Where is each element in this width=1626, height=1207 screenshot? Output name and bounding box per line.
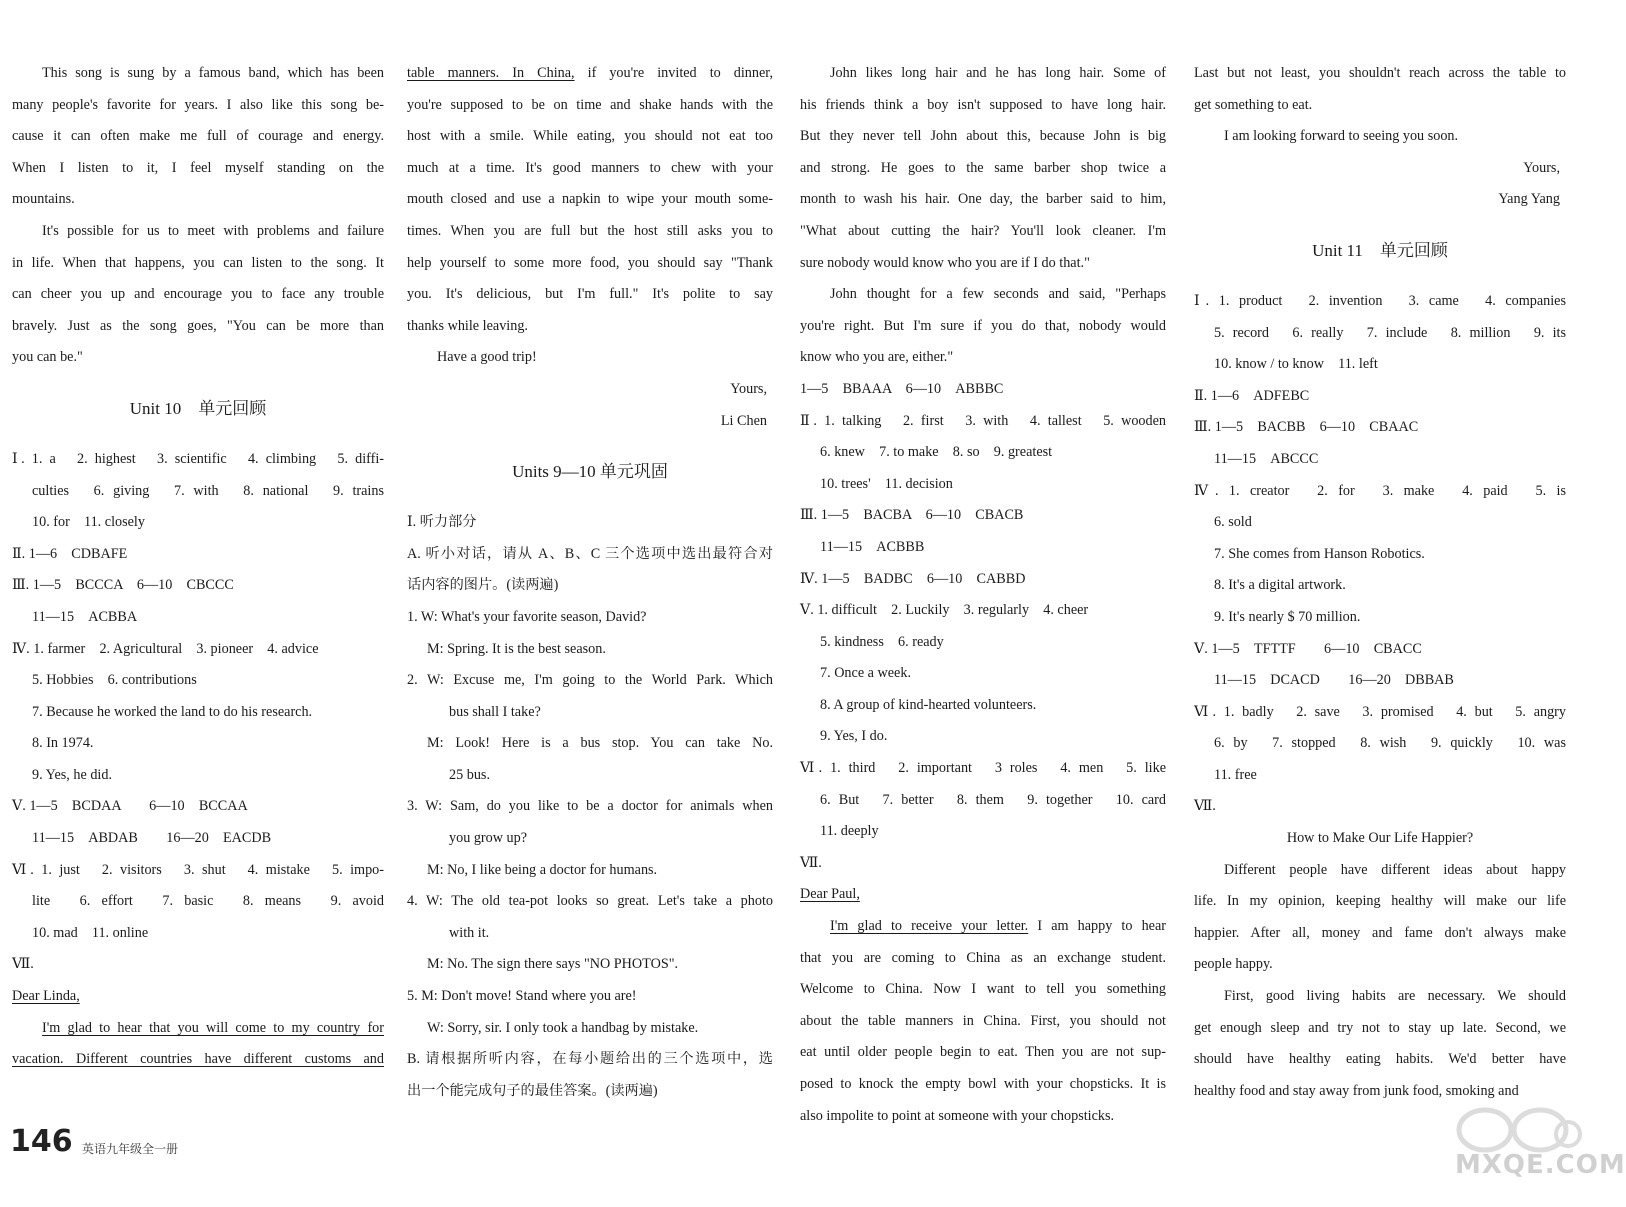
- answer-line: 10. know / to know 11. left: [1214, 356, 1378, 373]
- letter-greeting: Dear Linda,: [12, 988, 80, 1005]
- dialog-line: you grow up?: [449, 830, 528, 847]
- section-instruction: 出一个能完成句子的最佳答案。(读两遍): [407, 1082, 658, 1099]
- letter-line: that you are coming to China as an exchange student.: [800, 949, 1166, 966]
- paragraph-line: This song is sung by a famous band, which has been: [42, 65, 384, 81]
- paragraph-line: sure nobody would know who you are if I do that.": [800, 254, 1090, 271]
- letter-signature: Yang Yang: [1498, 191, 1560, 208]
- answer-line: Ⅳ. 1. creator 2. for 3. make 4. paid 5. is: [1194, 482, 1566, 499]
- letter-closing-line: Have a good trip!: [437, 349, 537, 366]
- essay-line: people happy.: [1194, 956, 1273, 973]
- answer-line: 1—5 BBAAA 6—10 ABBBC: [800, 380, 1004, 397]
- answer-line: Ⅵ. 1. just 2. visitors 3. shut 4. mistake 5. impo-: [12, 861, 384, 878]
- paragraph: [800, 58, 1166, 279]
- answer-line: Ⅲ. 1—5 BACBB 6—10 CBAAC: [1194, 419, 1419, 436]
- answer-line: 6. knew 7. to make 8. so 9. greatest: [820, 444, 1053, 461]
- dialog-line: 5. M: Don't move! Stand where you are!: [407, 988, 637, 1005]
- answer-line: Ⅵ. 1. third 2. important 3 roles 4. men 5. like: [800, 760, 1166, 777]
- section-instruction: B. 请根据所听内容，在每小题给出的三个选项中，选: [407, 1051, 773, 1068]
- dialog-list: [407, 602, 773, 1044]
- answer-line: lite 6. effort 7. basic 8. means 9. avoid: [32, 893, 384, 910]
- paragraph: [1194, 58, 1566, 121]
- essay-line: get enough sleep and try not to stay up late. Second, we: [1194, 1019, 1566, 1036]
- page-number: 146: [10, 1124, 73, 1159]
- answer-line: 11—15 ACBBA: [32, 608, 138, 625]
- paragraph: [12, 58, 384, 216]
- answer-line: Ⅴ. 1. difficult 2. Luckily 3. regularly 4. cheer: [800, 602, 1089, 619]
- paragraph-line: you're supposed to be on time and shake hands with the: [407, 96, 773, 113]
- paragraph-line: you can be.": [12, 349, 83, 366]
- answer-line: 9. Yes, he did.: [32, 766, 113, 783]
- unit-10-title: Unit 10 单元回顾: [129, 398, 267, 418]
- paragraph-line: you. It's delicious, but I'm full." It's polite to say: [407, 286, 773, 303]
- answer-line: 7. Because he worked the land to do his research.: [32, 703, 313, 720]
- answer-line: 8. It's a digital artwork.: [1214, 577, 1346, 594]
- dialog-line: 3. W: Sam, do you like to be a doctor for animals when: [407, 798, 773, 815]
- paragraph-line: bravely. Just as the song goes, "You can be more than: [12, 317, 384, 334]
- dialog-line: with it.: [449, 924, 490, 941]
- section-instruction: A. 听小对话，请从 A、B、C 三个选项中选出最符合对: [407, 545, 773, 562]
- dialog-line: M: No, I like being a doctor for humans.: [427, 861, 658, 878]
- dialog-line: 2. W: Excuse me, I'm going to the World Park. Which: [407, 672, 773, 689]
- paragraph-line: John likes long hair and he has long hair. Some of: [830, 65, 1166, 81]
- answer-line: Ⅶ.: [800, 854, 822, 871]
- dialog-line: bus shall I take?: [449, 703, 541, 720]
- answer-line: 11—15 DCACD 16—20 DBBAB: [1214, 672, 1454, 689]
- answer-line: 10. for 11. closely: [32, 514, 145, 531]
- paragraph-line: you're right. But I'm sure if you do that, nobody would: [800, 317, 1166, 334]
- section-heading: Ⅰ. 听力部分: [407, 514, 477, 531]
- answer-list: [1194, 286, 1566, 823]
- answer-line: 10. mad 11. online: [32, 924, 149, 941]
- answer-line: 11—15 ABDAB 16—20 EACDB: [32, 830, 272, 847]
- paragraph-line: can cheer you up and encourage you to face any trouble: [12, 286, 384, 303]
- letter-line: I'm glad to receive your letter. I am happy to hear: [830, 918, 1166, 935]
- letter-line: Welcome to China. Now I want to tell you something: [800, 981, 1166, 998]
- answer-line: Ⅵ. 1. badly 2. save 3. promised 4. but 5. angry: [1194, 703, 1566, 720]
- paragraph-line: and strong. He goes to the same barber shop twice a: [800, 159, 1166, 176]
- answer-line: 11. deeply: [820, 823, 879, 840]
- letter-greeting: Dear Paul,: [800, 886, 860, 903]
- letter-yours: Yours,: [1523, 159, 1560, 176]
- answer-line: 5. Hobbies 6. contributions: [32, 672, 197, 689]
- answer-line: 8. In 1974.: [32, 735, 94, 752]
- essay-line: healthy food and stay away from junk food, smoking and: [1194, 1082, 1519, 1099]
- letter-line: table manners. In China, if you're invited to dinner,: [407, 65, 773, 81]
- answer-line: Ⅶ.: [12, 956, 34, 973]
- answer-line: Ⅱ. 1. talking 2. first 3. with 4. tallest 5. wooden: [800, 412, 1166, 429]
- dialog-line: 25 bus.: [449, 766, 490, 783]
- paragraph-line: in life. When that happens, you can listen to the song. It: [12, 254, 384, 271]
- essay-line: happier. After all, money and fame don't always make: [1194, 924, 1566, 941]
- paragraph: [800, 943, 1166, 1133]
- answer-line: Ⅳ. 1—5 BADBC 6—10 CABBD: [800, 570, 1026, 587]
- paragraph-line: thanks while leaving.: [407, 317, 528, 334]
- answer-line: 6. by 7. stopped 8. wish 9. quickly 10. was: [1214, 735, 1566, 752]
- answer-line: 8. A group of kind-hearted volunteers.: [820, 696, 1037, 713]
- essay-line: First, good living habits are necessary. We should: [1224, 988, 1566, 1005]
- unit-11-title: Unit 11 单元回顾: [1312, 240, 1448, 260]
- answer-line: 6. But 7. better 8. them 9. together 10. card: [820, 791, 1166, 808]
- letter-line: I'm glad to hear that you will come to my country for: [42, 1019, 384, 1036]
- answer-line: 6. sold: [1214, 514, 1252, 531]
- book-title: 英语九年级全一册: [82, 1142, 179, 1156]
- units-9-10-title: Units 9—10 单元巩固: [512, 462, 668, 482]
- paragraph-line: month to wash his hair. One day, the barber said to him,: [800, 191, 1166, 208]
- dialog-line: W: Sorry, sir. I only took a handbag by mistake.: [427, 1019, 699, 1036]
- answer-line: 11. free: [1214, 766, 1257, 783]
- paragraph-line: get something to eat.: [1194, 96, 1313, 113]
- letter-signature: Li Chen: [720, 412, 767, 429]
- paragraph-line: "What about cutting the hair? You'll look cleaner. I'm: [800, 222, 1166, 239]
- letter-line: I am looking forward to seeing you soon.: [1224, 128, 1459, 145]
- column-2: [407, 58, 773, 1107]
- paragraph-line: host with a smile. While eating, you should not eat too: [407, 128, 773, 145]
- paragraph: [407, 90, 773, 343]
- essay-line: life. In my opinion, keeping healthy will make our life: [1194, 893, 1566, 910]
- letter-line: also impolite to point at someone with your chopsticks.: [800, 1107, 1115, 1124]
- paragraph-line: mountains.: [12, 191, 75, 208]
- answer-line: 5. kindness 6. ready: [820, 633, 944, 650]
- paragraph-line: Last but not least, you shouldn't reach across the table to: [1194, 65, 1566, 81]
- answer-line: Ⅱ. 1—6 ADFEBC: [1194, 387, 1310, 404]
- essay-title: How to Make Our Life Happier?: [1286, 830, 1474, 847]
- dialog-line: M: No. The sign there says "NO PHOTOS".: [427, 956, 679, 973]
- answer-line: Ⅲ. 1—5 BACBA 6—10 CBACB: [800, 507, 1024, 524]
- column-1: [12, 58, 384, 1076]
- answer-line: 9. Yes, I do.: [820, 728, 888, 745]
- paragraph-line: But they never tell John about this, because John is big: [800, 128, 1166, 145]
- answer-line: 5. record 6. really 7. include 8. million 9. its: [1214, 324, 1566, 341]
- column-3: [800, 58, 1166, 1132]
- answer-line: 11—15 ABCCC: [1214, 450, 1319, 467]
- answer-line: 7. Once a week.: [820, 665, 911, 682]
- answer-line: 7. She comes from Hanson Robotics.: [1214, 545, 1425, 562]
- paragraph-line: It's possible for us to meet with problems and failure: [42, 222, 384, 239]
- paragraph-line: John thought for a few seconds and said, "Perhaps: [830, 286, 1166, 303]
- dialog-line: M: Look! Here is a bus stop. You can take No.: [427, 735, 773, 752]
- essay-line: should have healthy eating habits. We'd better have: [1194, 1051, 1566, 1068]
- paragraph: [12, 216, 384, 374]
- paragraph: [1194, 855, 1566, 981]
- column-4: [1194, 58, 1566, 1107]
- answer-line: Ⅰ. 1. a 2. highest 3. scientific 4. climbing 5. diffi-: [12, 450, 384, 467]
- dialog-line: 4. W: The old tea-pot looks so great. Let's take a photo: [407, 893, 773, 910]
- paragraph-line: his friends think a boy isn't supposed to have long hair.: [800, 96, 1166, 113]
- paragraph-line: When I listen to it, I feel myself standing on the: [12, 159, 384, 176]
- answer-line: culties 6. giving 7. with 8. national 9. trains: [32, 482, 384, 499]
- answer-line: Ⅰ. 1. product 2. invention 3. came 4. companies: [1194, 292, 1566, 309]
- letter-line: about the table manners in China. First, you should not: [800, 1012, 1166, 1029]
- answer-line: Ⅲ. 1—5 BCCCA 6—10 CBCCC: [12, 577, 234, 594]
- letter-yours: Yours,: [730, 380, 767, 397]
- answer-line: Ⅴ. 1—5 BCDAA 6—10 BCCAA: [12, 798, 248, 815]
- answer-line: Ⅱ. 1—6 CDBAFE: [12, 545, 128, 562]
- answer-list: [800, 374, 1166, 880]
- paragraph-line: times. When you are full but the host still asks you to: [407, 222, 773, 239]
- answer-line: 10. trees' 11. decision: [820, 475, 953, 492]
- section-instruction: 话内容的图片。(读两遍): [407, 577, 559, 594]
- paragraph-line: know who you are, either.": [800, 349, 954, 366]
- letter-line: vacation. Different countries have different customs and: [12, 1051, 384, 1068]
- dialog-line: M: Spring. It is the best season.: [427, 640, 606, 657]
- paragraph-line: help yourself to some more food, you should say "Thank: [407, 254, 773, 271]
- dialog-line: 1. W: What's your favorite season, David?: [407, 608, 647, 625]
- essay-line: Different people have different ideas about happy: [1224, 861, 1566, 878]
- letter-line: eat until older people begin to eat. Then you are not sup-: [800, 1044, 1166, 1061]
- paragraph: [1194, 981, 1566, 1107]
- watermark-text: MXQE.COM: [1455, 1150, 1626, 1180]
- answer-line: Ⅴ. 1—5 TFTTF 6—10 CBACC: [1194, 640, 1422, 657]
- paragraph: [800, 279, 1166, 374]
- letter-line: posed to knock the empty bowl with your chopsticks. It is: [800, 1076, 1166, 1092]
- paragraph-line: much at a time. It's good manners to chew with your: [407, 159, 773, 176]
- paragraph-line: cause it can often make me full of courage and energy.: [12, 128, 384, 145]
- paragraph-line: mouth closed and use a napkin to wipe your mouth some-: [407, 191, 773, 208]
- answer-list: [12, 444, 384, 981]
- paragraph-line: many people's favorite for years. I also like this song be-: [12, 96, 384, 113]
- answer-line: 11—15 ACBBB: [820, 538, 925, 555]
- answer-line: Ⅶ.: [1194, 798, 1216, 815]
- answer-line: 9. It's nearly $ 70 million.: [1214, 608, 1361, 625]
- answer-line: Ⅳ. 1. farmer 2. Agricultural 3. pioneer 4. advice: [12, 640, 319, 657]
